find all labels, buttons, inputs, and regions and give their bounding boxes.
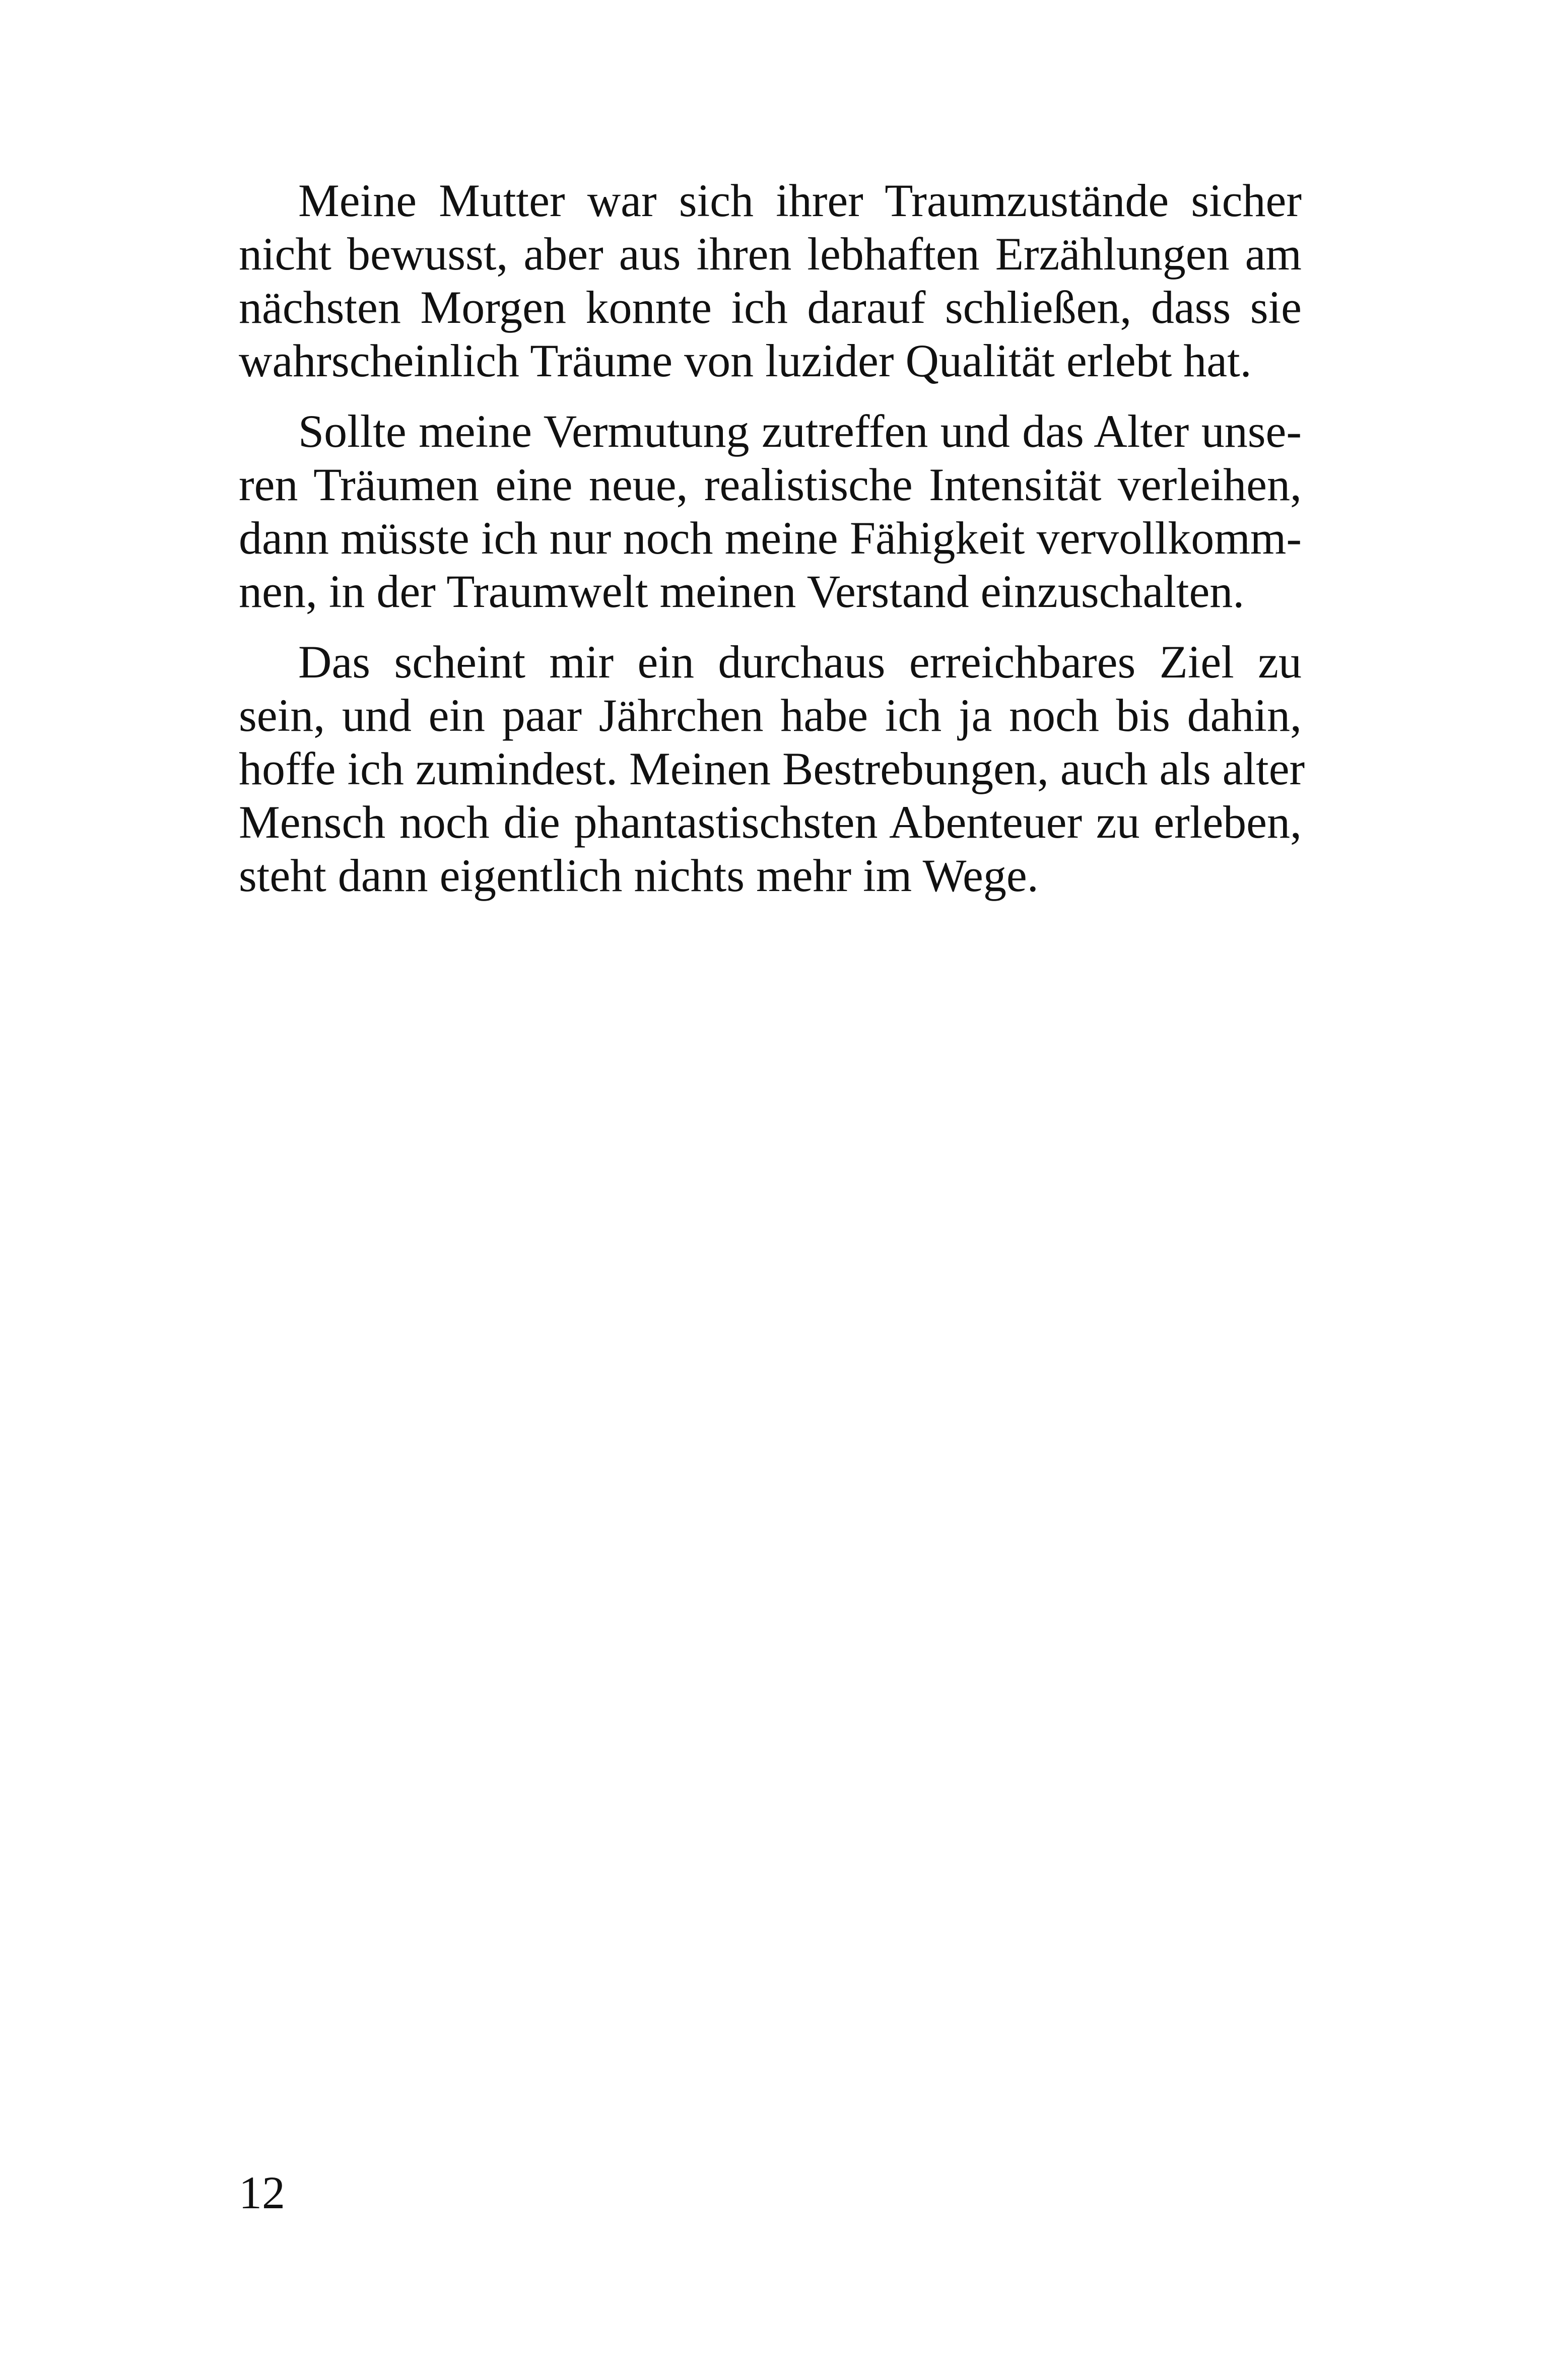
text-line: Das scheint mir ein durchaus erreichbares Ziel zu <box>298 636 1302 688</box>
text-line: wahrscheinlich Träume von luzider Qualität erlebt hat. <box>239 335 1252 386</box>
text-line: hoffe ich zumindest. Meinen Bestrebungen, auch als alter <box>239 743 1305 794</box>
text-line: nen, in der Traumwelt meinen Verstand einzuschalten. <box>239 566 1245 617</box>
text-line: Mensch noch die phantastischsten Abenteuer zu erleben, <box>239 796 1302 848</box>
paragraph-1 <box>239 174 1302 387</box>
paragraph-2 <box>239 404 1302 618</box>
text-line: nächsten Morgen konnte ich darauf schließen, dass sie <box>239 282 1302 333</box>
text-line: steht dann eigentlich nichts mehr im Wege. <box>239 850 1039 901</box>
page-number: 12 <box>239 2167 285 2218</box>
text-line: Meine Mutter war sich ihrer Traumzustände sicher <box>298 175 1302 226</box>
text-line: ren Träumen eine neue, realistische Intensität verleihen, <box>239 459 1302 510</box>
text-line: dann müsste ich nur noch meine Fähigkeit vervollkomm- <box>239 512 1302 564</box>
paragraph-3 <box>239 635 1305 902</box>
text-line: nicht bewusst, aber aus ihren lebhaften Erzählungen am <box>239 228 1302 280</box>
text-line: Sollte meine Vermutung zutreffen und das Alter unse- <box>298 405 1302 457</box>
body-text <box>239 174 1305 919</box>
text-line: sein, und ein paar Jährchen habe ich ja noch bis dahin, <box>239 690 1302 741</box>
